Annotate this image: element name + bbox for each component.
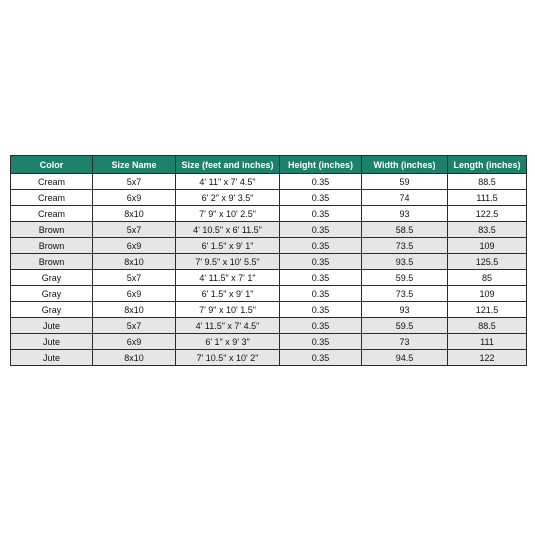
table-row <box>11 190 527 206</box>
table-row <box>11 238 527 254</box>
cell-length: 121.5 <box>448 302 527 318</box>
cell-height: 0.35 <box>280 286 362 302</box>
cell-size-feet-inches: 7' 9.5" x 10' 5.5" <box>176 254 280 270</box>
cell-color: Cream <box>11 206 93 222</box>
cell-size-name: 6x9 <box>93 190 176 206</box>
table-row <box>11 334 527 350</box>
cell-color: Jute <box>11 318 93 334</box>
size-table <box>10 155 527 366</box>
table-row <box>11 318 527 334</box>
cell-color: Jute <box>11 334 93 350</box>
cell-width: 59.5 <box>362 318 448 334</box>
cell-size-name: 6x9 <box>93 286 176 302</box>
cell-width: 74 <box>362 190 448 206</box>
table-row <box>11 206 527 222</box>
cell-length: 85 <box>448 270 527 286</box>
cell-length: 88.5 <box>448 318 527 334</box>
cell-height: 0.35 <box>280 206 362 222</box>
cell-size-name: 6x9 <box>93 238 176 254</box>
cell-height: 0.35 <box>280 302 362 318</box>
cell-size-feet-inches: 6' 1" x 9' 3" <box>176 334 280 350</box>
cell-width: 58.5 <box>362 222 448 238</box>
cell-width: 94.5 <box>362 350 448 366</box>
cell-height: 0.35 <box>280 350 362 366</box>
header-width: Width (inches) <box>362 156 448 174</box>
cell-width: 73.5 <box>362 286 448 302</box>
header-length: Length (inches) <box>448 156 527 174</box>
header-size-feet-inches: Size (feet and inches) <box>176 156 280 174</box>
cell-width: 59 <box>362 174 448 190</box>
header-size-name: Size Name <box>93 156 176 174</box>
table-row <box>11 286 527 302</box>
cell-color: Brown <box>11 238 93 254</box>
cell-width: 93 <box>362 206 448 222</box>
cell-color: Gray <box>11 286 93 302</box>
cell-size-feet-inches: 7' 9" x 10' 2.5" <box>176 206 280 222</box>
cell-height: 0.35 <box>280 270 362 286</box>
cell-height: 0.35 <box>280 174 362 190</box>
table-row <box>11 302 527 318</box>
cell-color: Jute <box>11 350 93 366</box>
cell-length: 125.5 <box>448 254 527 270</box>
cell-width: 59.5 <box>362 270 448 286</box>
cell-size-feet-inches: 6' 1.5" x 9' 1" <box>176 286 280 302</box>
table-row <box>11 350 527 366</box>
cell-size-name: 5x7 <box>93 222 176 238</box>
cell-size-feet-inches: 4' 11" x 7' 4.5" <box>176 174 280 190</box>
cell-size-name: 6x9 <box>93 334 176 350</box>
cell-width: 73.5 <box>362 238 448 254</box>
cell-width: 93.5 <box>362 254 448 270</box>
cell-size-feet-inches: 4' 11.5" x 7' 4.5" <box>176 318 280 334</box>
cell-height: 0.35 <box>280 318 362 334</box>
cell-size-name: 5x7 <box>93 174 176 190</box>
cell-height: 0.35 <box>280 222 362 238</box>
cell-size-name: 8x10 <box>93 350 176 366</box>
size-table-container <box>10 155 526 366</box>
cell-height: 0.35 <box>280 254 362 270</box>
cell-size-feet-inches: 4' 10.5" x 6' 11.5" <box>176 222 280 238</box>
table-row <box>11 270 527 286</box>
cell-size-feet-inches: 6' 1.5" x 9' 1" <box>176 238 280 254</box>
cell-size-name: 5x7 <box>93 318 176 334</box>
cell-color: Cream <box>11 190 93 206</box>
cell-size-feet-inches: 7' 10.5" x 10' 2" <box>176 350 280 366</box>
cell-size-name: 8x10 <box>93 254 176 270</box>
cell-size-feet-inches: 4' 11.5" x 7' 1" <box>176 270 280 286</box>
cell-height: 0.35 <box>280 334 362 350</box>
cell-color: Gray <box>11 270 93 286</box>
cell-length: 88.5 <box>448 174 527 190</box>
table-row <box>11 174 527 190</box>
cell-length: 83.5 <box>448 222 527 238</box>
table-header-row <box>11 156 527 174</box>
cell-length: 109 <box>448 286 527 302</box>
cell-color: Brown <box>11 254 93 270</box>
cell-color: Gray <box>11 302 93 318</box>
cell-size-feet-inches: 6' 2" x 9' 3.5" <box>176 190 280 206</box>
table-row <box>11 222 527 238</box>
cell-length: 122 <box>448 350 527 366</box>
cell-length: 111.5 <box>448 190 527 206</box>
cell-width: 73 <box>362 334 448 350</box>
header-height: Height (inches) <box>280 156 362 174</box>
header-color: Color <box>11 156 93 174</box>
table-row <box>11 254 527 270</box>
cell-height: 0.35 <box>280 190 362 206</box>
cell-size-feet-inches: 7' 9" x 10' 1.5" <box>176 302 280 318</box>
cell-size-name: 5x7 <box>93 270 176 286</box>
cell-color: Brown <box>11 222 93 238</box>
cell-size-name: 8x10 <box>93 302 176 318</box>
cell-length: 109 <box>448 238 527 254</box>
cell-length: 122.5 <box>448 206 527 222</box>
cell-length: 111 <box>448 334 527 350</box>
cell-color: Cream <box>11 174 93 190</box>
cell-height: 0.35 <box>280 238 362 254</box>
cell-width: 93 <box>362 302 448 318</box>
cell-size-name: 8x10 <box>93 206 176 222</box>
